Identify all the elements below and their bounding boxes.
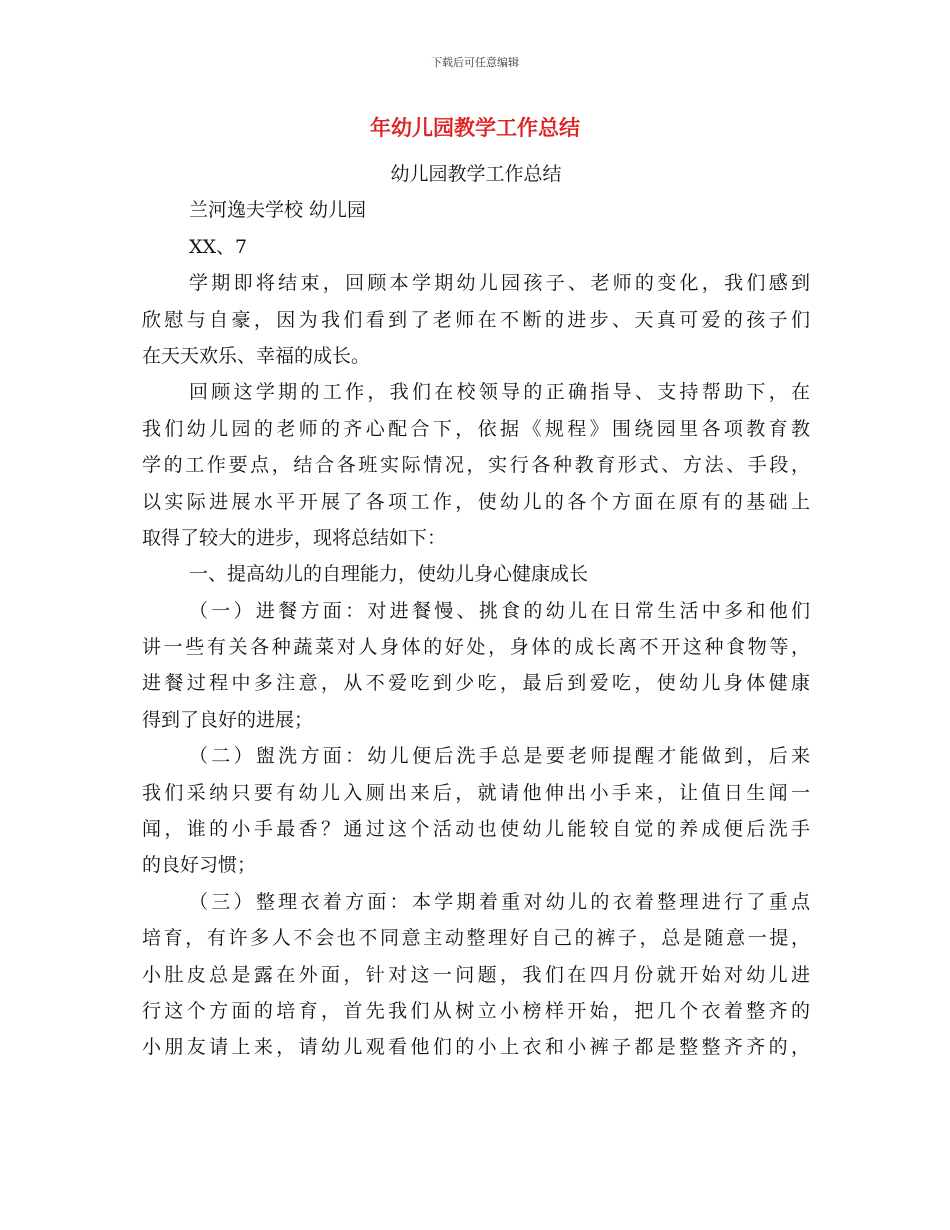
paragraph-line: （三）整理衣着方面：本学期着重对幼儿的衣着整理进行了重点 [189,890,810,913]
paragraph-line: 得到了良好的进展； [142,708,314,731]
paragraph-line: 进餐过程中多注意，从不爱吃到少吃，最后到爱吃，使幼儿身体健康 [142,672,810,695]
subtitle: 幼儿园教学工作总结 [390,163,562,185]
paragraph-line: （二）盥洗方面：幼儿便后洗手总是要老师提醒才能做到，后来 [189,745,810,768]
paragraph-line: 小朋友请上来，请幼儿观看他们的小上衣和小裤子都是整整齐齐的， [142,1036,810,1059]
paragraph-line: 的良好习惯； [142,854,257,877]
section-heading: 一、提高幼儿的自理能力，使幼儿身心健康成长 [189,563,589,586]
paragraph-line: 我们采纳只要有幼儿入厕出来后，就请他伸出小手来，让值日生闻一 [142,781,810,804]
paragraph-line: 讲一些有关各种蔬菜对人身体的好处，身体的成长离不开这种食物等， [142,636,810,659]
document-title: 年幼儿园教学工作总结 [370,116,580,140]
paragraph-line: 在天天欢乐、幸福的成长。 [142,344,371,367]
paragraph-line: 小肚皮总是露在外面，针对这一问题，我们在四月份就开始对幼儿进 [142,963,810,986]
paragraph-line: 培育，有许多人不会也不同意主动整理好自己的裤子，总是随意一提， [142,927,810,950]
paragraph-line: 以实际进展水平开展了各项工作，使幼儿的各个方面在原有的基础上 [142,490,810,513]
school-line: 兰河逸夫学校 幼儿园 [189,199,367,222]
paragraph-line: 欣慰与自豪，因为我们看到了老师在不断的进步、天真可爱的孩子们 [142,308,810,331]
paragraph-line: 学的工作要点，结合各班实际情况，实行各种教育形式、方法、手段， [142,454,810,477]
paragraph-line: 取得了较大的进步，现将总结如下： [142,526,447,549]
paragraph-line: 学期即将结束，回顾本学期幼儿园孩子、老师的变化，我们感到 [189,272,810,295]
header-note: 下载后可任意编辑 [431,56,519,69]
date-line: XX、7 [189,235,248,258]
paragraph-line: 行这个方面的培育，首先我们从树立小榜样开始，把几个衣着整齐的 [142,999,810,1022]
paragraph-line: 回顾这学期的工作，我们在校领导的正确指导、支持帮助下，在 [189,381,810,404]
document-body [142,156,810,1066]
paragraph-line: （一）进餐方面：对进餐慢、挑食的幼儿在日常生活中多和他们 [189,599,810,622]
paragraph-line: 我们幼儿园的老师的齐心配合下，依据《规程》围绕园里各项教育教 [142,417,810,440]
paragraph-line: 闻，谁的小手最香？通过这个活动也使幼儿能较自觉的养成便后洗手 [142,818,810,841]
